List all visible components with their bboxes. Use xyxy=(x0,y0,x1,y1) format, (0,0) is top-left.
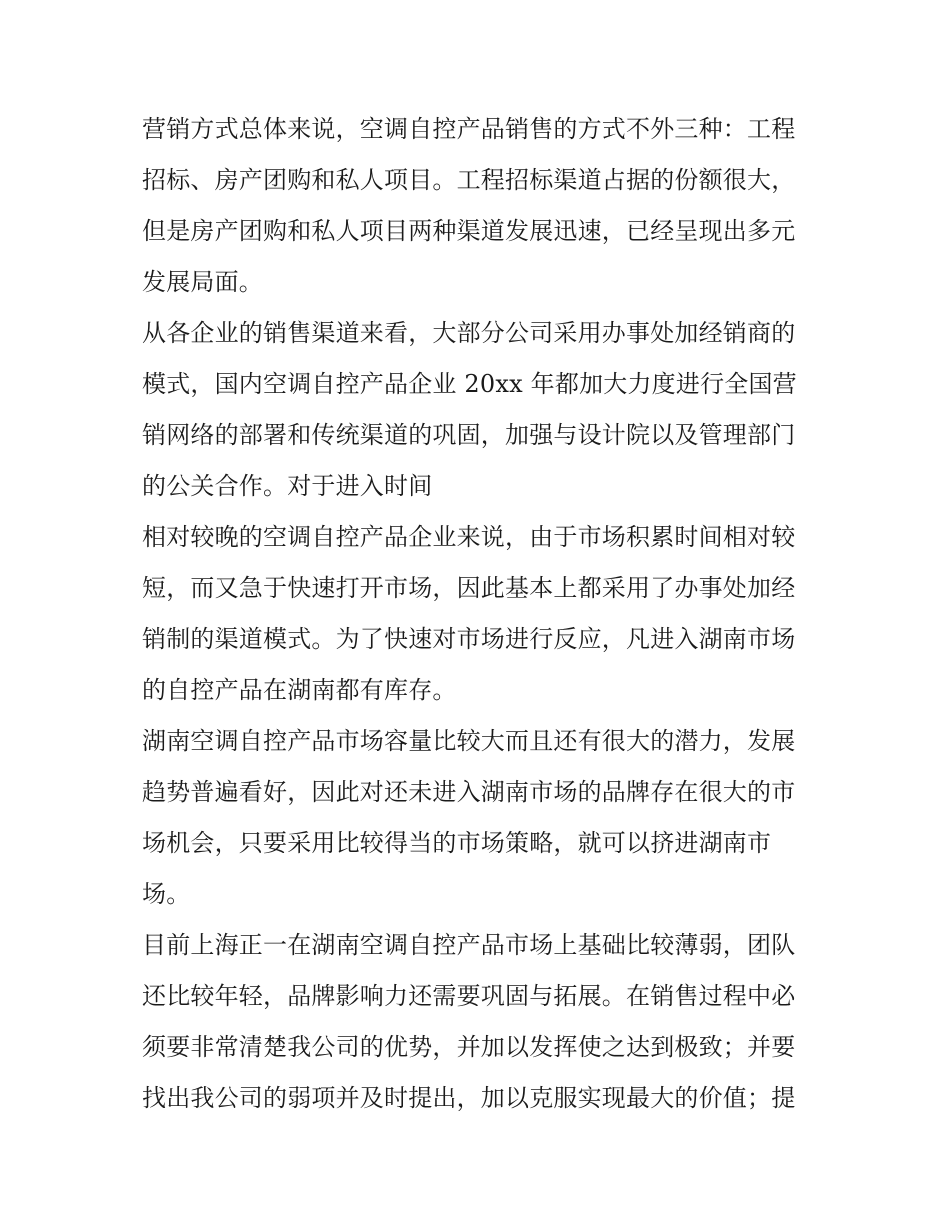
text-line: 模式，国内空调自控产品企业 20xx 年都加大力度进行全国营 xyxy=(142,370,797,398)
text-line: 从各企业的销售渠道来看，大部分公司采用办事处加经销商的 xyxy=(142,319,796,347)
text-line: 湖南空调自控产品市场容量比较大而且还有很大的潜力，发展 xyxy=(142,727,796,755)
text-line: 趋势普遍看好，因此对还未进入湖南市场的品牌存在很大的市 xyxy=(142,778,796,806)
text-line: 但是房产团购和私人项目两种渠道发展迅速，已经呈现出多元 xyxy=(142,217,796,245)
text-line: 还比较年轻，品牌影响力还需要巩固与拓展。在销售过程中必 xyxy=(142,982,796,1010)
text-line: 相对较晚的空调自控产品企业来说，由于市场积累时间相对较 xyxy=(142,523,796,551)
text-line: 须要非常清楚我公司的优势，并加以发挥使之达到极致；并要 xyxy=(142,1033,796,1061)
text-line: 发展局面。 xyxy=(142,268,263,296)
text-line: 目前上海正一在湖南空调自控产品市场上基础比较薄弱，团队 xyxy=(142,931,796,959)
text-line: 招标、房产团购和私人项目。工程招标渠道占据的份额很大， xyxy=(142,166,796,194)
text-line: 场。 xyxy=(142,880,191,908)
document-body xyxy=(142,104,822,1124)
text-line: 的自控产品在湖南都有库存。 xyxy=(142,676,457,704)
text-line: 销制的渠道模式。为了快速对市场进行反应，凡进入湖南市场 xyxy=(142,625,796,653)
text-line: 的公关合作。对于进入时间 xyxy=(142,472,433,500)
text-line: 短，而又急于快速打开市场，因此基本上都采用了办事处加经 xyxy=(142,574,796,602)
text-line: 找出我公司的弱项并及时提出，加以克服实现最大的价值；提 xyxy=(142,1084,796,1112)
text-line: 营销方式总体来说，空调自控产品销售的方式不外三种：工程 xyxy=(142,115,796,143)
text-line: 销网络的部署和传统渠道的巩固，加强与设计院以及管理部门 xyxy=(142,421,796,449)
text-line: 场机会，只要采用比较得当的市场策略，就可以挤进湖南市 xyxy=(142,829,772,857)
